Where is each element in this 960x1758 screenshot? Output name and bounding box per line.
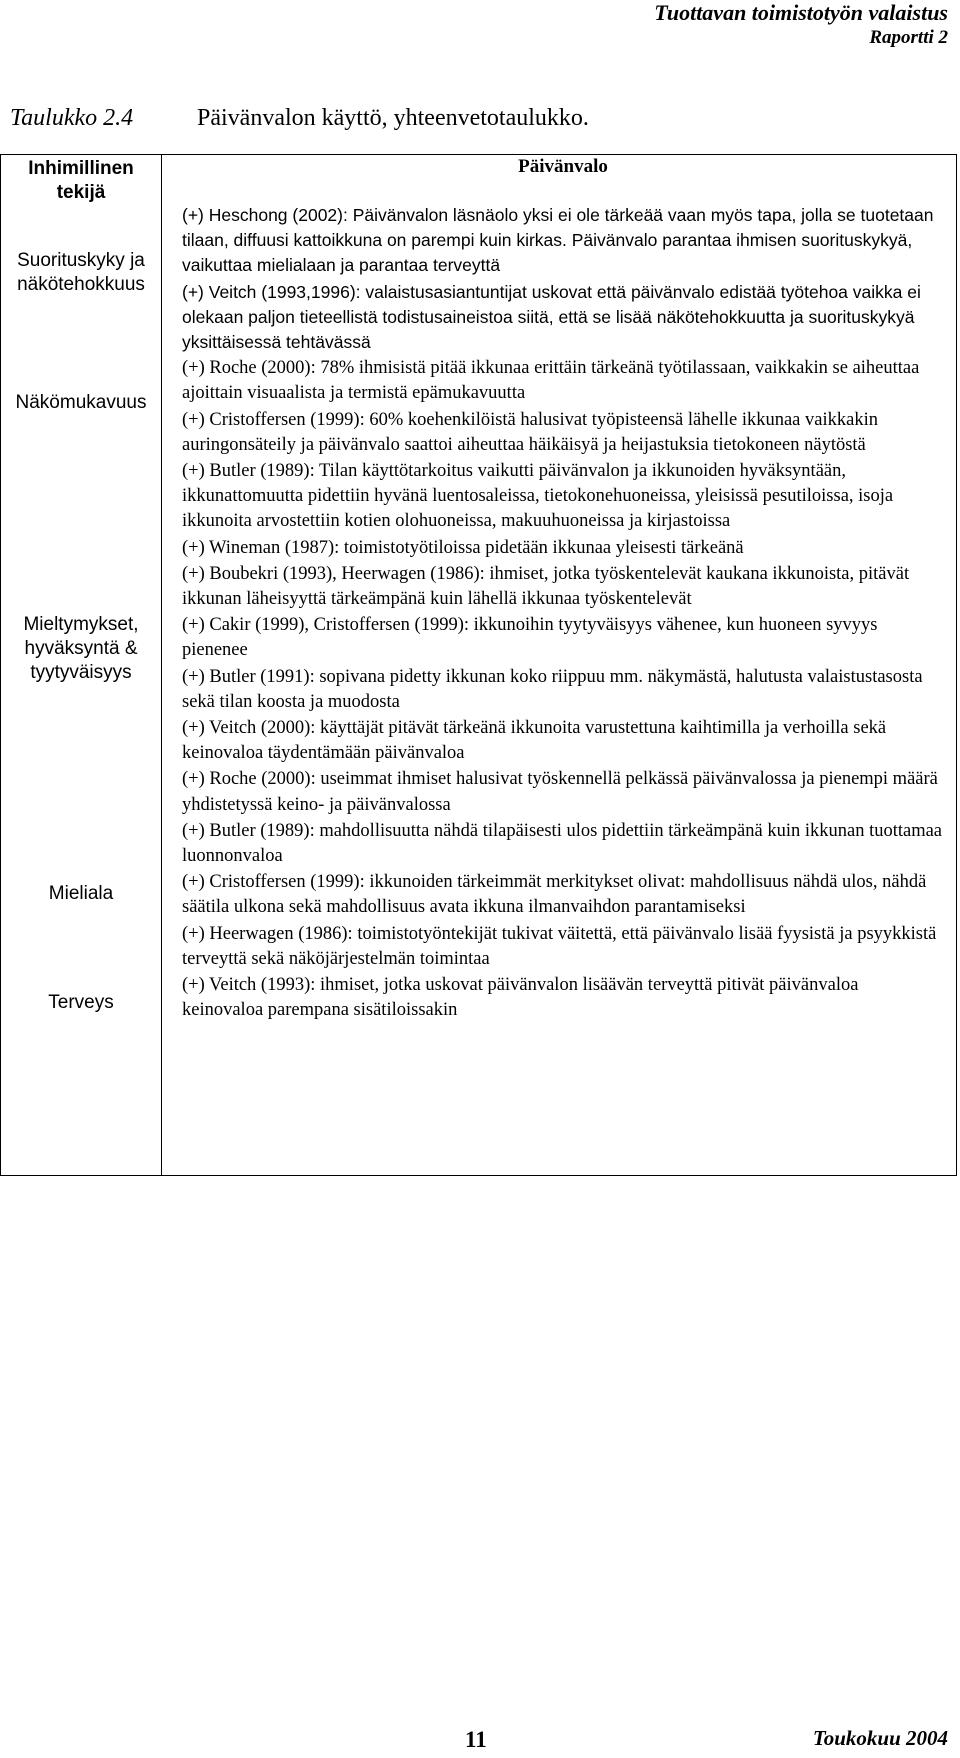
paragraph-veitch-1993-health: (+) Veitch (1993): ihmiset, jotka uskovat päivänvalon lisäävän terveyttä pitivät päivänvaloa keinovaloa parempana sisätiloissakin (182, 975, 859, 1021)
report-subtitle: Raportti 2 (869, 27, 948, 48)
footer-date: Toukokuu 2004 (812, 1726, 948, 1750)
paragraph-butler-1991: (+) Butler (1991): sopivana pidetty ikkunan koko riippuu mm. näkymästä, halutusta valaistustasosta sekä tilan koosta ja muodosta (182, 666, 923, 712)
paragraph-heschong: (+) Heschong (2002): Päivänvalon läsnäolo yksi ei ole tärkeää vaan myös tapa, jolla se tuotetaan tilaan, diffuusi kattoikkuna on parempi kuin kirkas. Päivänvalo parantaa ihmisen suorituskykyä, vaikuttaa mielialaan ja parantaa terveyttä (182, 205, 934, 276)
table-number: Taulukko 2.4 (10, 105, 134, 131)
paragraph-wineman: (+) Wineman (1987): toimistotyötiloissa pidetään ikkunaa yleisesti tärkeänä (182, 537, 744, 558)
paragraph-cristoffersen-meaning: (+) Cristoffersen (1999): ikkunoiden tärkeimmät merkitykset olivat: mahdollisuus nähdä ulos, nähdä säätila ulkona sekä mahdollisuus avata ikkuna ilmanvaihdon parantamiseksi (182, 872, 927, 918)
report-title: Tuottavan toimistotyön valaistus (654, 0, 948, 25)
page-number: 11 (465, 1727, 487, 1752)
paragraph-cakir: (+) Cakir (1999), Cristoffersen (1999): ikkunoihin tyytyväisyys vähenee, kun huoneen syvyys pienenee (182, 615, 878, 661)
factor-preferences: Mieltymykset, hyväksyntä & tyytyväisyys (23, 614, 139, 683)
paragraph-heerwagen: (+) Heerwagen (1986): toimistotyöntekijät tukivat väitettä, että päivänvalo lisää fyysistä ja psyykkistä terveyttä sekä näköjärjestelmän toimintaa (182, 923, 937, 969)
table-caption-text: Päivänvalon käyttö, yhteenvetotaulukko. (197, 105, 589, 131)
paragraph-butler-view: (+) Butler (1989): mahdollisuutta nähdä tilapäisesti ulos pidettiin tärkeämpänä kuin ikkunan tuottamaa luonnonvaloa (182, 820, 943, 867)
paragraph-veitch-2000: (+) Veitch (2000): käyttäjät pitävät tärkeänä ikkunoita varustettuna kaihtimilla ja verhoilla sekä keinovaloa täydentämään päivänvaloa (182, 718, 887, 764)
summary-table (0, 154, 957, 1176)
paragraph-roche-2000: (+) Roche (2000): 78% ihmisistä pitää ikkunaa erittäin tärkeänä työtilassaan, vaikkakin se aiheuttaa ajoittain visuaalista ja termistä epämukavuutta (182, 358, 920, 404)
factor-visual-comfort: Näkömukavuus (15, 392, 147, 413)
factor-performance: Suorituskyky ja näkötehokkuus (17, 250, 145, 295)
paragraph-veitch-1993: (+) Veitch (1993,1996): valaistusasiantuntijat uskovat että päivänvalo edistää työtehoa vaikka ei olekaan paljon tieteellistä todistusaineistoa siitä, että se lisää näkötehokkuutta ja suorituskykyä yksittäisessä tehtävässä (182, 281, 921, 353)
paragraph-roche-preference: (+) Roche (2000): useimmat ihmiset halusivat työskennellä pelkässä päivänvalossa ja pienempi määrä yhdistetyssä keino- ja päivänvalossa (182, 769, 938, 815)
factor-health: Terveys (48, 992, 114, 1013)
daylight-column-header: Päivänvalo (518, 156, 608, 177)
running-header (654, 0, 948, 50)
paragraph-boubekri: (+) Boubekri (1993), Heerwagen (1986): ihmiset, jotka työskentelevät kaukana ikkunoista, pitävät ikkunan läheisyyttä tärkeämpänä kuin lähellä ikkunaa työskentelevät (182, 563, 910, 610)
paragraph-butler-1989: (+) Butler (1989): Tilan käyttötarkoitus vaikutti päivänvalon ja ikkunoiden hyväksyntään, ikkunattomuutta pidettiin hyvänä luentosaleissa, tietokonehuoneissa, yleisissä pesutiloissa, isoja ikkunoita arvostettiin kotien olohuoneissa, makuuhuoneissa ja kirjastoissa (182, 461, 894, 532)
paragraph-cristoffersen-60: (+) Cristoffersen (1999): 60% koehenkilöistä halusivat työpisteensä lähelle ikkunaa vaikkakin auringonsäteily ja päivänvalo saattoi aiheuttaa häikäisyä ja heijastuksia tietokoneen näytöstä (182, 409, 878, 455)
factor-column (1, 155, 162, 1176)
factor-column-header: Inhimillinen tekijä (28, 158, 134, 203)
factor-mood: Mieliala (48, 883, 114, 904)
daylight-column (162, 155, 957, 1176)
